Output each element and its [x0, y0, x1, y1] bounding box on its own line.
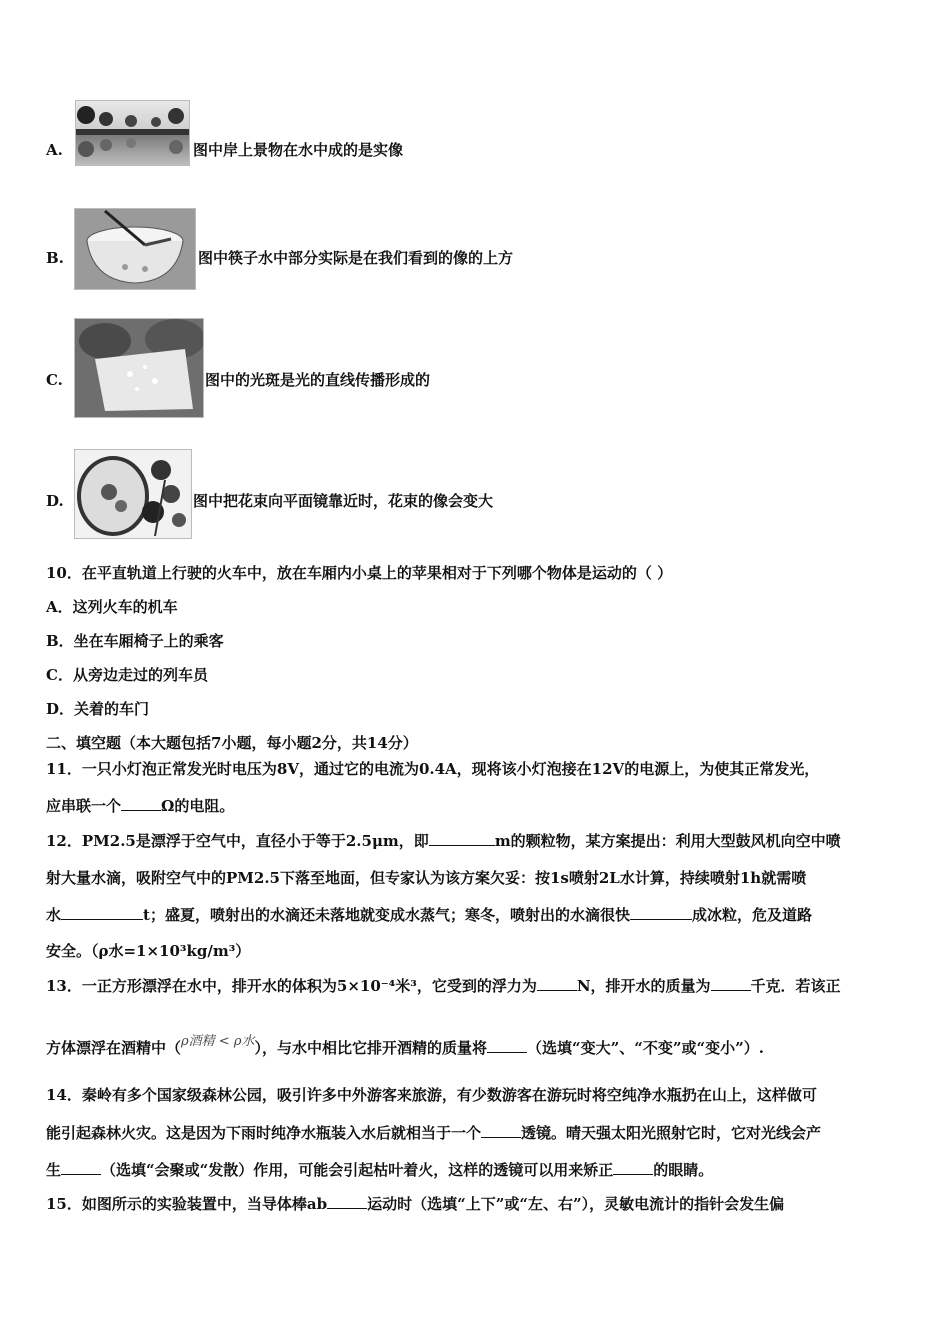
density-formula: ρ酒精 < ρ水 [181, 1034, 255, 1049]
q14-blank-2[interactable] [61, 1160, 101, 1175]
section-2-heading: 二、填空题（本大题包括7小题，每小题2分，共14分） [46, 734, 418, 752]
flowers-mirror-photo [74, 449, 192, 539]
q10-option-c: C．从旁边走过的列车员 [46, 666, 208, 684]
q11-blank[interactable] [121, 796, 161, 811]
q13-blank-1[interactable] [537, 976, 577, 991]
q14-line1: 14．秦岭有多个国家级森林公园，吸引许多中外游客来旅游，有少数游客在游玩时将空纯净水瓶扔在山上，这样做可 [46, 1086, 817, 1104]
q15-line1: 15．如图所示的实验装置中，当导体棒ab 运动时（选填“上下”或“左、右”），灵敏电流计的指针会发生偏 [46, 1195, 785, 1213]
q12-blank-3[interactable] [630, 905, 692, 920]
q10-option-a: A．这列火车的机车 [46, 598, 178, 616]
q13-line1: 13．一正方形漂浮在水中，排开水的体积为5×10⁻⁴米³，它受到的浮力为 N，排开水的质量为 千克．若该正 [46, 977, 841, 995]
q12-line3: 水 t；盛夏，喷射出的水滴还未落地就变成水蒸气；寒冬，喷射出的水滴很快 成冰粒，危及道路 [46, 906, 812, 924]
q14-blank-1[interactable] [481, 1123, 521, 1138]
option-c-letter: C. [46, 371, 63, 389]
option-a-letter: A. [46, 141, 63, 159]
q12-blank-2[interactable] [61, 905, 143, 920]
option-d-text: 图中把花束向平面镜靠近时，花束的像会变大 [193, 492, 494, 510]
q12-blank-1[interactable] [429, 831, 495, 846]
q10-option-d: D．关着的车门 [46, 700, 150, 718]
q11-line2: 应串联一个 Ω的电阻。 [46, 797, 235, 815]
q14-line2: 能引起森林火灾。这是因为下雨时纯净水瓶装入水后就相当于一个 透镜。晴天强太阳光照射它时，它对光线会产 [46, 1124, 822, 1142]
q14-blank-3[interactable] [613, 1160, 653, 1175]
q12-line1: 12．PM2.5是漂浮于空气中，直径小于等于2.5μm，即 m的颗粒物，某方案提出：利用大型鼓风机向空中喷 [46, 832, 841, 850]
option-a-text: 图中岸上景物在水中成的是实像 [193, 141, 404, 159]
q15-blank-1[interactable] [327, 1194, 367, 1209]
q13-blank-3[interactable] [487, 1038, 527, 1053]
option-b-text: 图中筷子水中部分实际是在我们看到的像的上方 [198, 249, 514, 267]
waterside-reflection-photo [75, 100, 190, 166]
chopstick-in-bowl-photo [74, 208, 196, 290]
option-b-letter: B. [46, 249, 64, 267]
q13-blank-2[interactable] [711, 976, 751, 991]
light-spots-photo [74, 318, 204, 418]
option-d-letter: D. [46, 492, 64, 510]
option-c-text: 图中的光斑是光的直线传播形成的 [205, 371, 431, 389]
q14-line3: 生 （选填“会聚或“发散）作用，可能会引起枯叶着火，这样的透镜可以用来矫正 的眼睛。 [46, 1161, 714, 1179]
q13-line2: 方体漂浮在酒精中（ρ酒精 < ρ水），与水中相比它排开酒精的质量将 （选填“变大”、“不变”或“变小”）. [46, 1034, 764, 1057]
q12-line4: 安全。（ρ水=1×10³kg/m³） [46, 942, 251, 960]
q12-line2: 射大量水滴，吸附空气中的PM2.5下落至地面，但专家认为该方案欠妥：按1s喷射2L水计算，持续喷射1h就需喷 [46, 869, 807, 887]
q11-line1: 11．一只小灯泡正常发光时电压为8V，通过它的电流为0.4A，现将该小灯泡接在12V的电源上，为使其正常发光， [46, 760, 820, 778]
q10-option-b: B．坐在车厢椅子上的乘客 [46, 632, 224, 650]
q10-stem: 10．在平直轨道上行驶的火车中，放在车厢内小桌上的苹果相对于下列哪个物体是运动的（ ） [46, 564, 673, 582]
